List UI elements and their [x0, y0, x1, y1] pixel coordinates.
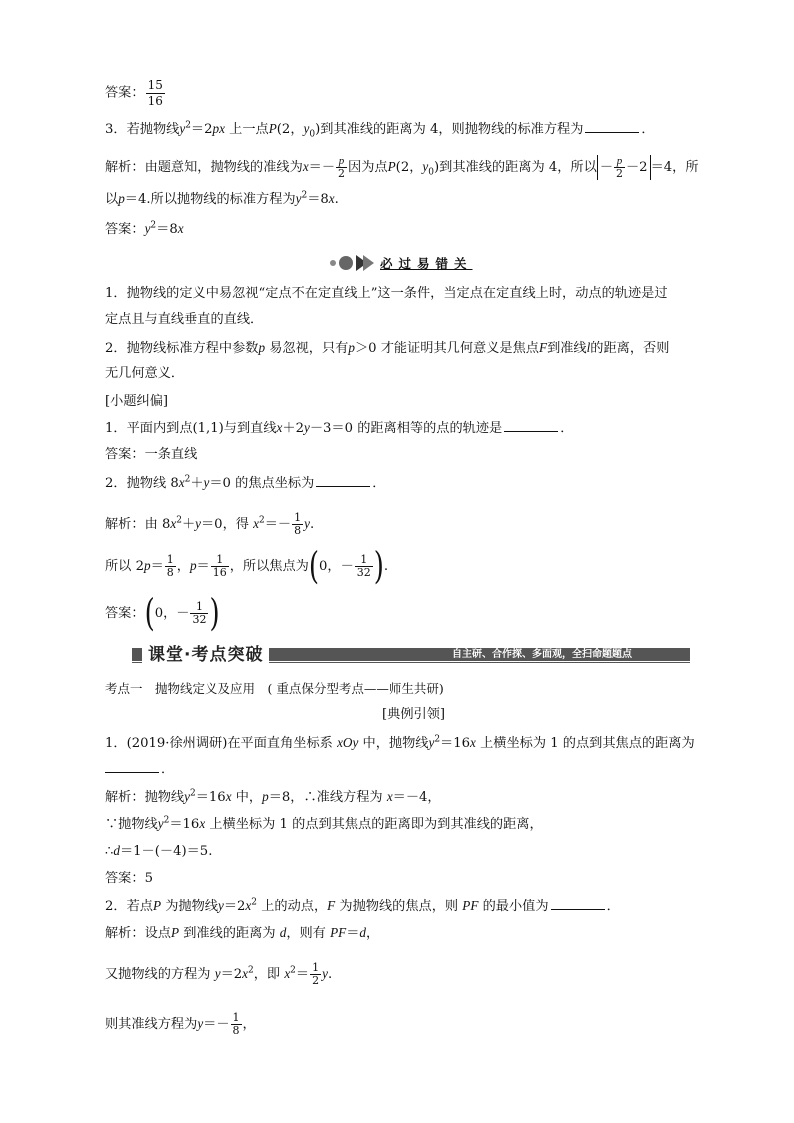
example-1-answer: 答案：5: [105, 871, 153, 886]
example-1: 1．(2019·徐州调研)在平面直角坐标系 xOy 中，抛物线$y^2=16x$ 上横坐标为 1 的点到其焦点的距离为: [105, 734, 695, 751]
arrow-icon: [363, 255, 374, 271]
section-banner: [132, 645, 690, 665]
small-q1: 1．平面内到点(1,1)与到直线x＋2y－3＝0 的距离相等的点的轨迹是 ．: [105, 420, 574, 436]
q3-answer: 答案：$y^2=8x$: [105, 220, 184, 237]
pitfall-1b: 定点且与直线垂直的直线．: [105, 312, 264, 327]
answer-blank: [585, 120, 639, 133]
small-a1: 答案：一条直线: [105, 447, 198, 462]
banner-subtitle: 自主研、合作探、多面观，全扫命题题点: [452, 649, 632, 660]
banner-title: 课堂·考点突破: [142, 645, 269, 665]
q3-solution-line2: 以p＝4.所以抛物线的标准方程为$y^2=8x$.: [105, 190, 339, 207]
keypoint-title: 考点一 抛物线定义及应用 ( 重点保分型考点——师生共研): [105, 681, 444, 696]
small-a2: 答案：(0，－ $\frac{1}{32}$ ): [105, 591, 220, 636]
example-2-solution1: 解析：设点P 到准线的距离为 d，则有 PF＝d，: [105, 925, 380, 941]
pitfall-1a: 1．抛物线的定义中易忽视“定点不在定直线上”这一条件，当定点在定直线上时，动点的轨迹是过: [105, 286, 668, 301]
small-questions-header: [小题纠偏]: [105, 394, 169, 409]
example-1-solution1: 解析：抛物线$y^2=16x$ 中，p＝8，∴准线方程为 x＝－4，: [105, 788, 441, 805]
example-2-solution2: 又抛物线的方程为 $y=2x^2$，即 $x^2=$ $\frac{1}{2}$ y.: [105, 961, 333, 987]
answer-fraction: $\frac{15}{16}$: [147, 78, 163, 108]
pitfall-2a: 2．抛物线标准方程中参数p 易忽视，只有p＞0 才能证明其几何意义是焦点F到准线l的距离，否则: [105, 340, 670, 356]
example-1-solution3: ∴d＝1－(－4)＝5.: [105, 843, 213, 859]
small-q2: 2．抛物线 $8x^2+y=0$ 的焦点坐标为 ．: [105, 474, 386, 491]
dot-icon: [339, 256, 353, 270]
q3-question: 3．若抛物线$y^2=2px$ 上一点P(2，$y_0$)到其准线的距离为 4，则抛物线的标准方程为 ．: [105, 120, 655, 140]
section-divider: [330, 254, 473, 272]
example-2-solution3: 则其准线方程为y＝－ $\frac{1}{8}$ ，: [105, 1011, 256, 1037]
q3-solution-line1: 解析：由题意知，抛物线的准线为x＝－ $\frac{p}{2}$ 因为点P(2，$y_0$)到其准线的距离为 4，所以 － $\frac{p}{2}$ －2 ＝4，所: [105, 155, 699, 180]
answer-blank: [504, 419, 558, 432]
divider-label: 必过易错关: [380, 256, 473, 271]
example-2: 2．若点P 为抛物线$y=2x^2$ 上的动点，F 为抛物线的焦点，则 PF 的最小值为 ．: [105, 897, 620, 914]
example-1-cont: ．: [103, 760, 174, 779]
answer-blank: [551, 897, 605, 910]
prev-answer: [105, 78, 166, 109]
small-q2-solution2: 所以 2p＝ $\frac{1}{8}$ ，p＝ $\frac{1}{16}$ ，所以焦点为(0，－ $\frac{1}{32}$ ).: [105, 544, 389, 589]
example-header: [典例引领]: [382, 707, 446, 722]
answer-blank: [105, 760, 159, 773]
dot-icon: [330, 260, 336, 266]
pitfall-2b: 无几何意义．: [105, 366, 185, 381]
answer-blank: [316, 474, 370, 487]
small-q2-solution1: 解析：由 $8x^2+y=0$，得 $x^2=-$ $\frac{1}{8}$ y.: [105, 511, 315, 537]
answer-label: 答案：: [105, 85, 145, 101]
example-1-solution2: ∵抛物线$y^2=16x$ 上横坐标为 1 的点到其焦点的距离即为到其准线的距离，: [105, 815, 543, 832]
